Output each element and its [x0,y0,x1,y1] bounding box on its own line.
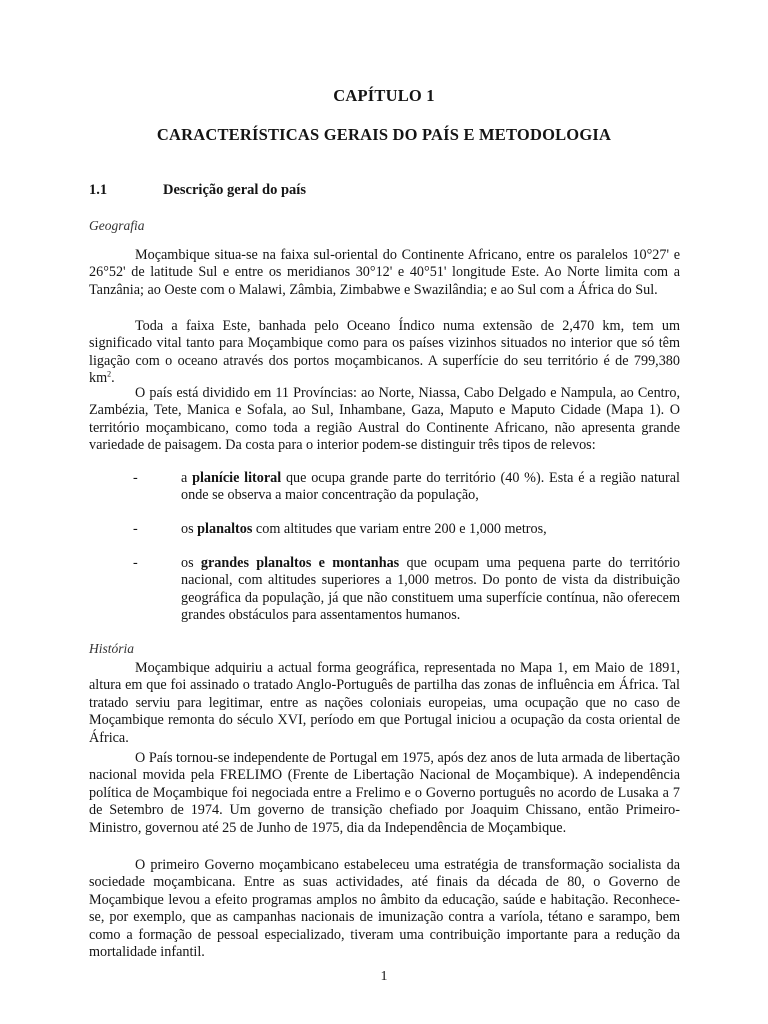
bullet-dash: - [133,521,138,537]
superscript-2: 2 [107,369,112,379]
section-title: Descrição geral do país [163,182,306,198]
page-number: 1 [380,969,388,984]
paragraph-historia-2: O País tornou-se independente de Portugal em 1975, após dez anos de luta armada de libertação nacional movida pela FRELIMO (Frente de Libertação Nacional de Moçambique). A independência política de Moçambique foi negociada entre a Frelimo e o Governo português no acordo de Lusaka a 7 de Setembro de 1974. Um governo de transição chefiado por Joaquim Chissano, então Primeiro-Ministro, governou até 25 de Junho de 1975, dia da Independência de Moçambique. [89,750,680,836]
bullet-text: a planície litoral que ocupa grande parte do território (40 %). Esta é a região natural onde se observa a maior concentração da população, [181,470,680,504]
bullet-bold-term: planaltos [197,521,253,537]
list-item [133,555,680,625]
section-heading [89,182,306,199]
paragraph-historia-3: O primeiro Governo moçambicano estabeleceu uma estratégia de transformação socialista da sociedade moçambicana. Entre as suas actividades, até finais da década de 80, o Governo de Moçambique levou a efeito programas amplos no âmbito da educação, saúde e habitação. Reconhece-se, por exemplo, que as campanhas nacionais de imunização contra a varíola, tétano e sarampo, bem como a formação de pessoal especializado, tiveram uma contribuição importante para a redução da mortalidade infantil. [89,857,680,961]
list-item [133,470,680,505]
subheading-historia: História [89,641,135,656]
paragraph-geografia-2-text: Toda a faixa Este, banhada pelo Oceano Índico numa extensão de 2,470 km, tem um significado vital tanto para Moçambique como para os países vizinhos situados no interior que só têm ligação com o oceano através dos portos moçambicanos. A superfície do seu território é de 799,380 km [89,318,680,387]
bullet-text: os grandes planaltos e montanhas que ocupam uma pequena parte do território nacional, com altitudes superiores a 1,000 metros. Do ponto de vista da distribuição geográfica da população, já que não constituem uma superfície contínua, não oferecem grandes obstáculos para assentamentos humanos. [181,555,681,624]
paragraph-geografia-2-end: . [111,370,115,387]
paragraph-geografia-1: Moçambique situa-se na faixa sul-oriental do Continente Africano, entre os paralelos 10°27' e 26°52' de latitude Sul e entre os meridianos 30°12' e 40°51' longitude Este. Ao Norte limita com a Tanzânia; ao Oeste com o Malawi, Zâmbia, Zimbabwe e Swazilândia; e ao Sul com a África do Sul. [89,247,680,298]
bullet-dash: - [133,470,138,486]
bullet-dash: - [133,555,138,571]
subheading-geografia: Geografia [89,218,145,233]
paragraph-geografia-2 [89,318,680,388]
chapter-title: CARACTERÍSTICAS GERAIS DO PAÍS E METODOLOGIA [156,125,612,144]
paragraph-historia-1: Moçambique adquiriu a actual forma geográfica, representada no Mapa 1, em Maio de 1891, altura em que foi assinado o tratado Anglo-Português de partilha das zonas de influência em África. Tal tratado serviu para legitimar, entre as nações coloniais europeias, uma ocupação que no caso de Moçambique remonta do século XVI, período em que Portugal iniciou a ocupação da costa oriental de África. [89,660,680,746]
bullet-bold-term: grandes planaltos e montanhas [200,555,400,571]
bullet-text: os planaltos com altitudes que variam entre 200 e 1,000 metros, [181,521,547,537]
bullet-bold-term: planície litoral [192,470,282,486]
section-number: 1.1 [89,182,108,198]
list-item [133,521,680,538]
paragraph-geografia-3: O país está dividido em 11 Províncias: ao Norte, Niassa, Cabo Delgado e Nampula, ao Centro, Zambézia, Tete, Manica e Sofala, ao Sul, Inhambane, Gaza, Maputo e Maputo Cidade (Mapa 1). O território moçambicano, como toda a região Austral do Continente Africano, não apresenta grande variedade de paisagem. Da costa para o interior podem-se distinguir três tipos de relevos: [89,385,680,454]
chapter-number: CAPÍTULO 1 [333,86,435,105]
